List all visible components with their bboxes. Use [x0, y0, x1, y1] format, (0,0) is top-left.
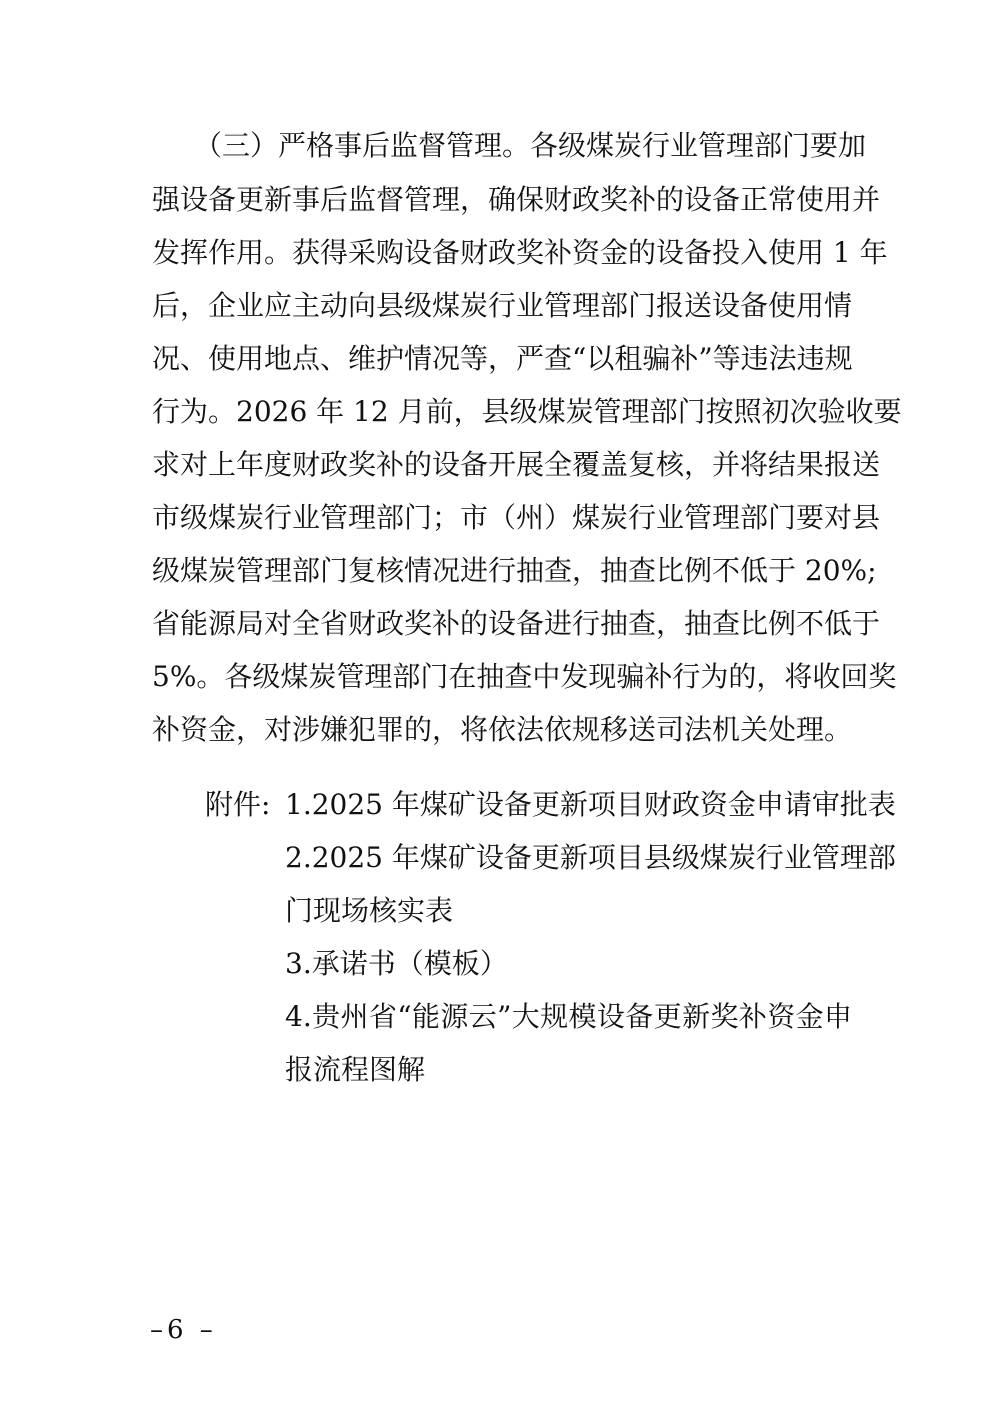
paragraph-line: 补资金，对涉嫌犯罪的，将依法依规移送司法机关处理。	[152, 713, 853, 746]
paragraph-line: 求对上年度财政奖补的设备开展全覆盖复核，并将结果报送	[152, 448, 881, 481]
attachment-item: 报流程图解	[285, 1053, 426, 1086]
paragraph-line: 后，企业应主动向县级煤炭行业管理部门报送设备使用情	[152, 289, 853, 322]
paragraph-line: 强设备更新事后监督管理，确保财政奖补的设备正常使用并	[152, 183, 881, 216]
paragraph-line: 级煤炭管理部门复核情况进行抽查，抽查比例不低于 20%;	[152, 554, 877, 587]
paragraph-line: 省能源局对全省财政奖补的设备进行抽查，抽查比例不低于	[152, 607, 881, 640]
paragraph-line: 况、使用地点、维护情况等，严查“以租骗补”等违法违规	[152, 342, 853, 375]
paragraph-line: 发挥作用。获得采购设备财政奖补资金的设备投入使用 1 年	[152, 236, 888, 269]
paragraph-line: （三）严格事后监督管理。各级煤炭行业管理部门要加	[152, 129, 867, 162]
paragraph-line: 市级煤炭行业管理部门；市（州）煤炭行业管理部门要对县	[152, 501, 881, 534]
attachments-label: 附件:	[205, 788, 271, 821]
attachment-item: 门现场核实表	[285, 894, 454, 927]
attachment-item: 4.贵州省“能源云”大规模设备更新奖补资金申	[285, 1000, 852, 1033]
attachment-item: 1.2025 年煤矿设备更新项目财政资金申请审批表	[285, 788, 896, 821]
page-number: –6 –	[150, 1315, 217, 1345]
paragraph-line: 行为。2026 年 12 月前，县级煤炭管理部门按照初次验收要	[152, 395, 902, 428]
attachment-item: 3.承诺书（模板）	[285, 947, 508, 980]
paragraph-line: 5%。各级煤炭管理部门在抽查中发现骗补行为的，将收回奖	[152, 660, 897, 693]
attachment-item: 2.2025 年煤矿设备更新项目县级煤炭行业管理部	[285, 841, 896, 874]
